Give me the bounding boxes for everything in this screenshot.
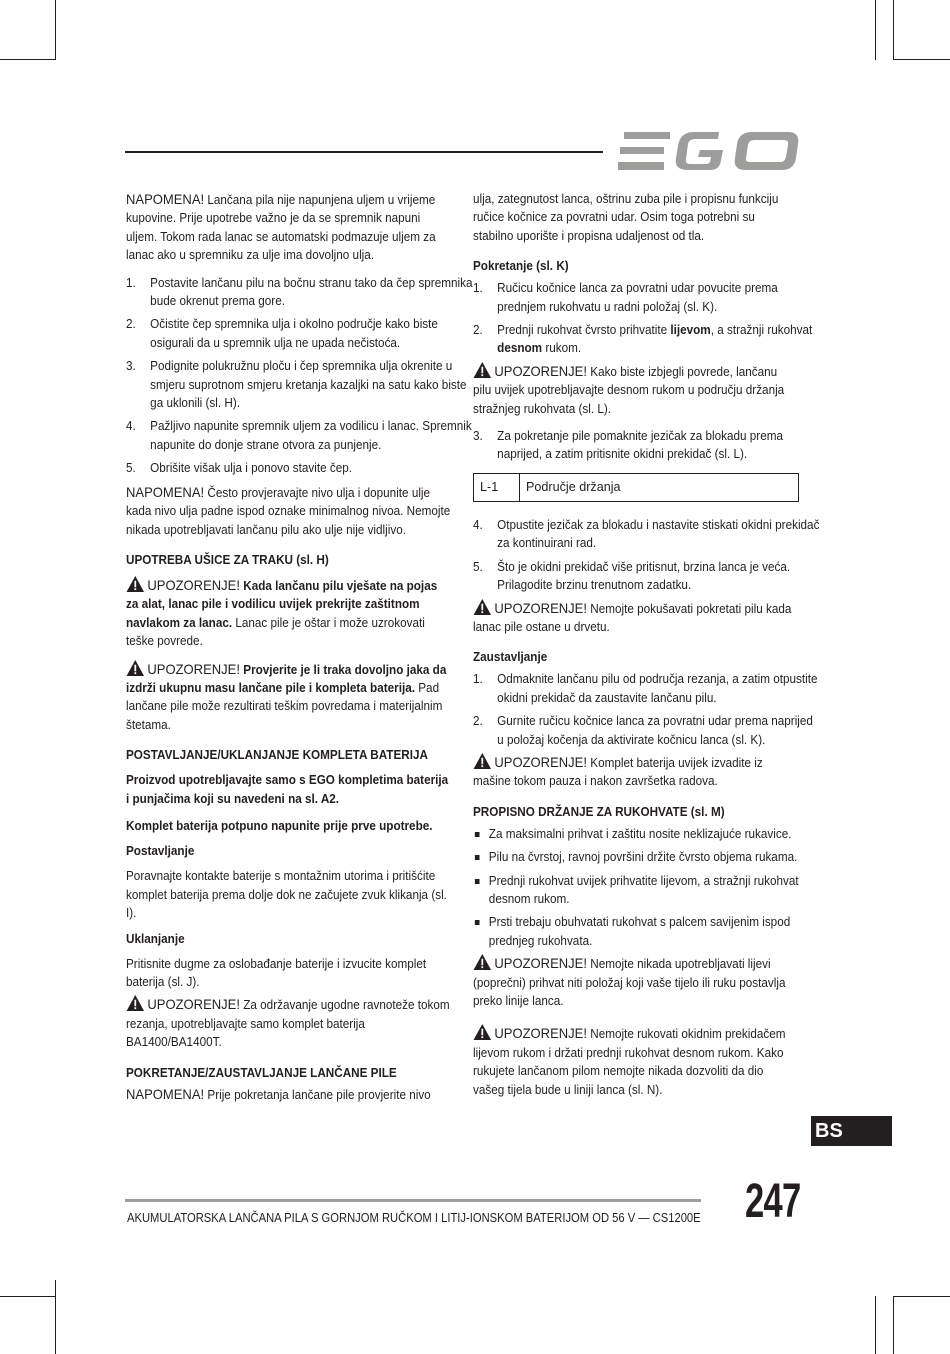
crop-mark (893, 1296, 950, 1297)
note-oil (126, 190, 450, 265)
crop-mark (0, 59, 56, 60)
warning-left-hand-trigger (473, 1024, 797, 1099)
warning-text: Nemojte pokušavati pokretati pilu kada lanac pile ostane u drvetu. (473, 601, 792, 634)
warning-cross-grip (473, 954, 797, 1010)
list-item: 2. Prednji rukohvat čvrsto prihvatite lijevom, a stražnji rukohvat desnom rukom. (473, 323, 813, 356)
list-item: 3. Podignite polukružnu ploču i čep spremnika ulja okrenite u smjeru suprotnom smjeru kretanja kazaljki na satu kako biste ga uklonili (sl. H). (126, 359, 467, 411)
warning-label: UPOZORENJE! (494, 1025, 587, 1042)
grip-heading: PROPISNO DRŽANJE ZA RUKOHVATE (sl. M) (473, 804, 725, 819)
warning-icon (473, 753, 492, 769)
language-code: BS (815, 1120, 843, 1142)
battery-charge-note: Komplet baterija potpuno napunite prije prve upotrebe. (126, 818, 433, 833)
footer-title: AKUMULATORSKA LANČANA PILA S GORNJOM RUČKOM I LITIJ-IONSKOM BATERIJOM OD 56 V — CS1200E (127, 1211, 701, 1225)
install-heading: Postavljanje (126, 844, 195, 859)
warning-label: UPOZORENJE! (147, 660, 240, 677)
note-text: Lančana pila nije napunjena uljem u vrijeme kupovine. Prije upotrebe važno je da se spremnik napuni uljem. Tokom rada lanac se automatski podmazuje uljem za lanac ako u spremniku za ulje ima dovoljno ulja. (126, 193, 436, 263)
note-label: NAPOMENA! (126, 191, 205, 207)
list-item: 1. Ručicu kočnice lanca za povratni udar povucite prema prednjem rukohvatu u radni položaj (sl. K). (473, 281, 778, 314)
warning-text: Pad lančane pile može rezultirati teškim povredama i materijalnim štetama. (126, 680, 443, 732)
list-item: 2. Očistite čep spremnika ulja i okolno područje kako biste osigurali da u spremnik ulja ne upada nečistoća. (126, 317, 438, 350)
crop-mark (875, 0, 876, 60)
left-column (126, 190, 473, 1104)
warning-icon (473, 599, 492, 615)
warning-text: Nemojte rukovati okidnim prekidačem lijevom rukom i držati prednji rukohvat desnom rukom. Kako rukujete lančanom pilom nemojte nikada dozvoliti da dio vašeg tijela bude u liniji lanca (sl. N). (473, 1027, 786, 1097)
list-item: 5. Što je okidni prekidač više pritisnut, brzina lanca je veća. Prilagodite brzinu trenutnom zadatku. (473, 559, 791, 593)
warning-label: UPOZORENJE! (494, 753, 587, 770)
warning-text: Nemojte nikada upotrebljavati lijevi (poprečni) prihvat niti položaj koji vaše tijelo ili ruku postavlja preko linije lanca. (473, 957, 786, 1008)
legend-label: Područje držanja (526, 479, 621, 494)
crop-mark (893, 1296, 894, 1354)
bullet-item: Pilu na čvrstoj, ravnoj površini držite čvrsto objema rukama. (473, 848, 813, 866)
install-text: Poravnajte kontakte baterije s montažnim utorima i pritišćite komplet baterija prema dolje dok ne začujete zvuk klikanja (sl. I). (126, 869, 447, 921)
crop-mark (55, 1280, 56, 1354)
warning-stuck-chain (473, 599, 797, 637)
note-before-start (126, 1085, 450, 1104)
stop-heading: Zaustavljanje (473, 650, 548, 665)
crop-mark (875, 1296, 876, 1354)
crop-mark (0, 1296, 56, 1297)
list-item: 1. Odmaknite lančanu pilu od područja rezanja, a zatim otpustite okidni prekidač da zaustavite lančanu pilu. (473, 672, 818, 705)
strap-heading: UPOTREBA UŠICE ZA TRAKU (sl. H) (126, 552, 329, 567)
warning-label: UPOZORENJE! (147, 576, 240, 593)
warning-balance (126, 995, 450, 1051)
warning-bold: Provjerite je li traka dovoljno jaka da izdrži ukupnu masu lančane pile i kompleta baterija. (126, 662, 447, 695)
warning-label: UPOZORENJE! (494, 955, 587, 972)
start-heading: Pokretanje (sl. K) (473, 259, 569, 274)
right-column (473, 190, 820, 1099)
warning-strap-cover (126, 576, 450, 651)
legend-code: L-1 (474, 474, 520, 501)
warning-icon (126, 995, 145, 1011)
warning-icon (126, 576, 145, 592)
warning-text: Kako biste izbjegli povrede, lančanu pilu uvijek upotrebljavajte desnom rukom u području držanja stražnjeg rukohvata (sl. L). (473, 364, 785, 416)
warning-label: UPOZORENJE! (494, 362, 587, 379)
ego-logo (618, 130, 800, 172)
warning-remove-battery (473, 753, 797, 791)
warning-text: Komplet baterija uvijek izvadite iz mašine tokom pauza i nakon završetka radova. (473, 755, 763, 789)
warning-icon (473, 362, 492, 378)
bullet-item: Prednji rukohvat uvijek prihvatite lijevom, a stražnji rukohvat desnom rukom. (473, 872, 813, 909)
battery-instruction: Proizvod upotrebljavajte samo s EGO kompletima baterija i punjačima koji su navedeni na sl. A2. (126, 773, 449, 806)
language-tab (811, 1116, 892, 1146)
warning-label: UPOZORENJE! (494, 599, 587, 616)
startstop-heading: POKRETANJE/ZAUSTAVLJANJE LANČANE PILE (126, 1065, 397, 1080)
crop-mark (55, 0, 56, 60)
note-oil-level (126, 483, 450, 539)
note-text: Prije pokretanja lančane pile provjerite nivo (204, 1087, 431, 1102)
oil-steps-list (126, 274, 473, 483)
list-item: 4. Pažljivo napunite spremnik uljem za vodilicu i lanac. Spremnik napunite do donje strane otvora za punjenje. (126, 419, 472, 452)
note-text: Često provjeravajte nivo ulja i dopunite ulje kada nivo ulja padne ispod oznake minimalnog nivoa. Nemojte nikada upotrebljavati lančanu pilu ako ulje nije vidljivo. (126, 485, 451, 537)
warning-label: UPOZORENJE! (147, 996, 240, 1013)
list-item: 3. Za pokretanje pile pomaknite jezičak za blokadu prema naprijed, a zatim pritisnite okidni prekidač (sl. L). (473, 429, 783, 462)
warning-text: Lanac pile je oštar i može uzrokovati teške povrede. (126, 615, 425, 649)
crop-mark (893, 59, 950, 60)
list-item: 4. Otpustite jezičak za blokadu i nastavite stiskati okidni prekidač za kontinuirani rad. (473, 517, 820, 551)
start-steps-list (473, 279, 813, 358)
list-item: 2. Gurnite ručicu kočnice lanca za povratni udar prema naprijed u položaj kočenja da aktivirate kočnicu lanca (sl. K). (473, 714, 813, 747)
bullet-item: Prsti trebaju obuhvatati rukohvat s palcem savijenim ispod prednjeg rukohvata. (473, 913, 813, 950)
crop-mark (893, 0, 894, 60)
continued-text: ulja, zategnutost lanca, oštrinu zuba pile i propisnu funkciju ručice kočnice za povratni udar. Osim toga potrebni su stabilno uporište i propisna udaljenost od tla. (473, 192, 779, 243)
warning-icon (473, 1024, 492, 1040)
footer-rule (125, 1199, 701, 1202)
remove-text: Pritisnite dugme za oslobađanje baterije i izvucite komplet baterija (sl. J). (126, 956, 427, 989)
list-item: 5. Obrišite višak ulja i ponovo stavite čep. (126, 461, 352, 476)
list-item: 1. Postavite lančanu pilu na bočnu stranu tako da čep spremnika bude okrenut prema gore. (126, 275, 473, 309)
warning-strap-strength (126, 660, 450, 735)
remove-heading: Uklanjanje (126, 931, 185, 946)
warning-icon (126, 660, 145, 676)
battery-heading: POSTAVLJANJE/UKLANJANJE KOMPLETA BATERIJA (126, 748, 428, 763)
header-rule (125, 151, 603, 153)
legend-table (473, 473, 799, 502)
warning-icon (473, 954, 492, 970)
note-label: NAPOMENA! (126, 1085, 205, 1102)
warning-bold: Kada lančanu pilu vješate na pojas za alat, lanac pile i vodilicu uvijek prekrijte zaštitnom navlakom za lanac. (126, 578, 438, 630)
note-label: NAPOMENA! (126, 483, 205, 500)
page-number: 247 (745, 1175, 801, 1228)
bullet-item: Za maksimalni prihvat i zaštitu nosite neklizajuće rukavice. (473, 825, 813, 843)
warning-text: Za održavanje ugodne ravnoteže tokom rezanja, upotrebljavajte samo komplet baterija BA1400/BA1400T. (126, 998, 450, 1050)
warning-right-hand (473, 362, 797, 418)
